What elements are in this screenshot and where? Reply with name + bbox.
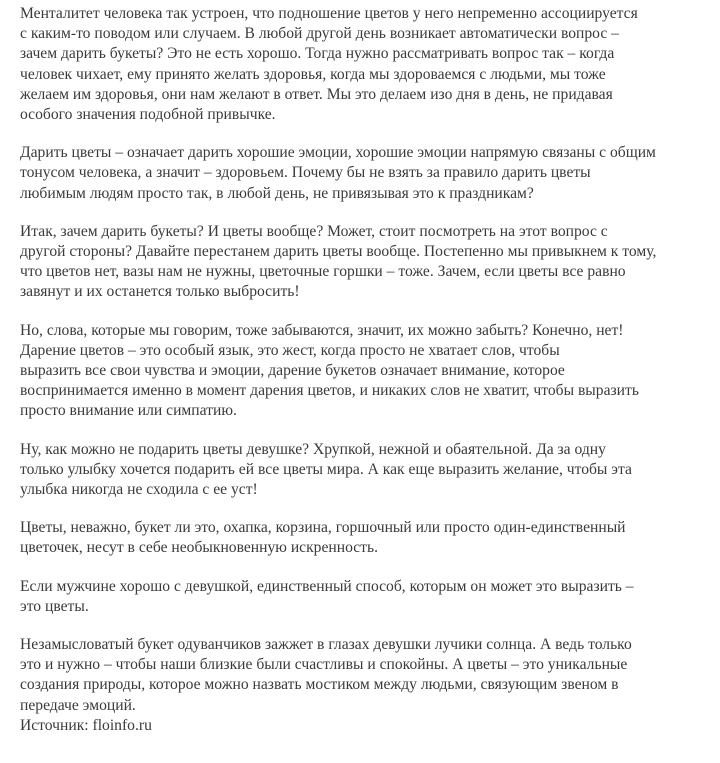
paragraph-7: Если мужчине хорошо с девушкой, единственный способ, которым он может это выразить – это цветы. (20, 577, 634, 615)
source-label: Источник: (20, 716, 93, 734)
source-line (20, 716, 708, 736)
paragraph-5: Ну, как можно не подарить цветы девушке? Хрупкой, нежной и обаятельной. Да за одну только улыбку хочется подарить ей все цветы мира. А как еще выразить желание, чтобы эта улыбка никогда не сходила с ее уст! (20, 440, 632, 499)
paragraph-2: Дарить цветы – означает дарить хорошие эмоции, хорошие эмоции напрямую связаны с общим тонусом человека, а значит – здоровьем. Почему бы не взять за правило дарить цветы любимым людям просто так, в любой день, не привязывая это к праздникам? (20, 144, 656, 202)
paragraph-1: Менталитет человека так устроен, что подношение цветов у него непременно ассоциируется с каким-то поводом или случаем. В любой другой день возникает автоматически вопрос – зачем дарить букеты? Это не есть хорошо. Тогда нужно рассматривать вопрос так – когда человек чихает, ему принято желать здоровья, когда мы здороваемся с людьми, мы тоже желаем им здоровья, они нам желают в ответ. Мы это делаем изо дня в день, не придавая особого значения подобной привычке. (20, 5, 638, 124)
source-link[interactable]: floinfo.ru (92, 716, 152, 734)
paragraph-8: Незамысловатый букет одуванчиков зажжет в глазах девушки лучики солнца. А ведь только это и нужно – чтобы наши близкие были счастливы и спокойны. А цветы – это уникальные создания природы, которое можно назвать мостиком между людьми, связующим звеном в передаче эмоций. (20, 636, 632, 714)
paragraph-6: Цветы, неважно, букет ли это, охапка, корзина, горшочный или просто один-единственный цветочек, несут в себе необыкновенную искренность. (20, 519, 626, 557)
paragraph-3: Итак, зачем дарить букеты? И цветы вообще? Может, стоит посмотреть на этот вопрос с другой стороны? Давайте перестанем дарить цветы вообще. Постепенно мы привыкнем к тому, что цветов нет, вазы нам не нужны, цветочные горшки – тоже. Зачем, если цветы все равно завянут и их останется только выбросить! (20, 222, 657, 301)
paragraph-4: Но, слова, которые мы говорим, тоже забываются, значит, их можно забыть? Конечно, нет! Дарение цветов – это особый язык, это жест, когда просто не хватает слов, чтобы выразить все свои чувства и эмоции, дарение букетов означает внимание, которое воспринимается именно в момент дарения цветов, и никаких слов не хватит, чтобы выразить просто внимание или симпатию. (20, 321, 639, 420)
